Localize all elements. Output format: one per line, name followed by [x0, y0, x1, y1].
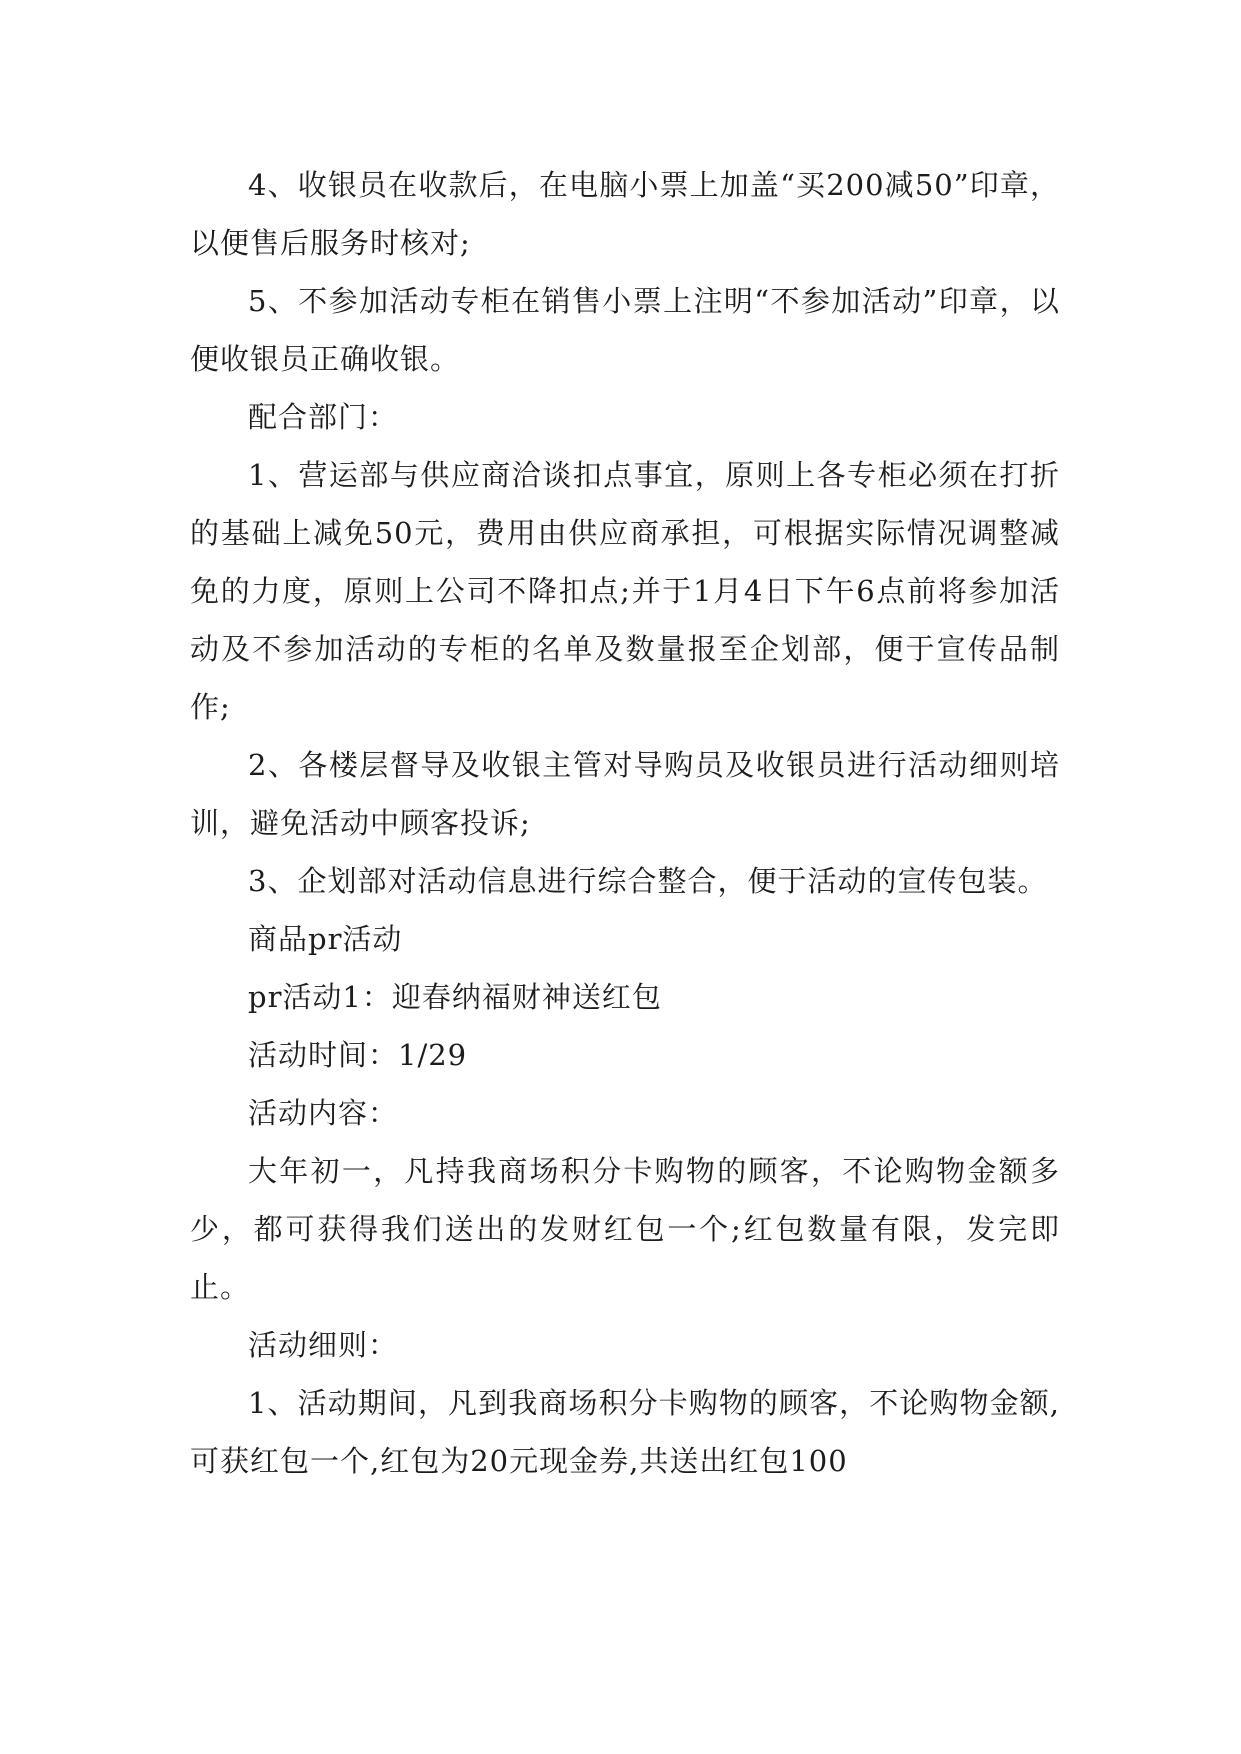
paragraph-planning-department: 3、企划部对活动信息进行综合整合，便于活动的宣传包装。	[248, 864, 1048, 898]
paragraph-operations-department: 1、营运部与供应商洽谈扣点事宜，原则上各专柜必须在打折的基础上减免50元，费用由供应商承担，可根据实际情况调整减免的力度，原则上公司不降扣点;并于1月4日下午6点前将参加活动及不参加活动的专柜的名单及数量报至企划部，便于宣传品制作;	[190, 458, 1060, 724]
paragraph-non-participating-stamp: 5、不参加活动专柜在销售小票上注明“不参加活动”印章，以便收银员正确收银。	[190, 284, 1060, 376]
paragraph-activity-description: 大年初一，凡持我商场积分卡购物的顾客，不论购物金额多少，都可获得我们送出的发财红包一个;红包数量有限，发完即止。	[190, 1154, 1060, 1304]
document-body	[190, 156, 1060, 1490]
paragraph-floor-supervisors: 2、各楼层督导及收银主管对导购员及收银员进行活动细则培训，避免活动中顾客投诉;	[190, 748, 1060, 840]
heading-pr-activity-1: pr活动1：迎春纳福财神送红包	[248, 980, 662, 1014]
paragraph-cashier-stamp: 4、收银员在收款后，在电脑小票上加盖“买200减50”印章，以便售后服务时核对;	[190, 168, 1060, 260]
heading-activity-content: 活动内容：	[248, 1096, 399, 1130]
heading-cooperating-departments: 配合部门：	[248, 400, 399, 434]
heading-activity-rules: 活动细则：	[248, 1328, 399, 1362]
heading-product-pr-activity: 商品pr活动	[248, 922, 403, 956]
paragraph-rule-1: 1、活动期间，凡到我商场积分卡购物的顾客，不论购物金额,可获红包一个,红包为20元现金券,共送出红包100	[190, 1386, 1060, 1478]
activity-time: 活动时间：1/29	[248, 1038, 468, 1072]
